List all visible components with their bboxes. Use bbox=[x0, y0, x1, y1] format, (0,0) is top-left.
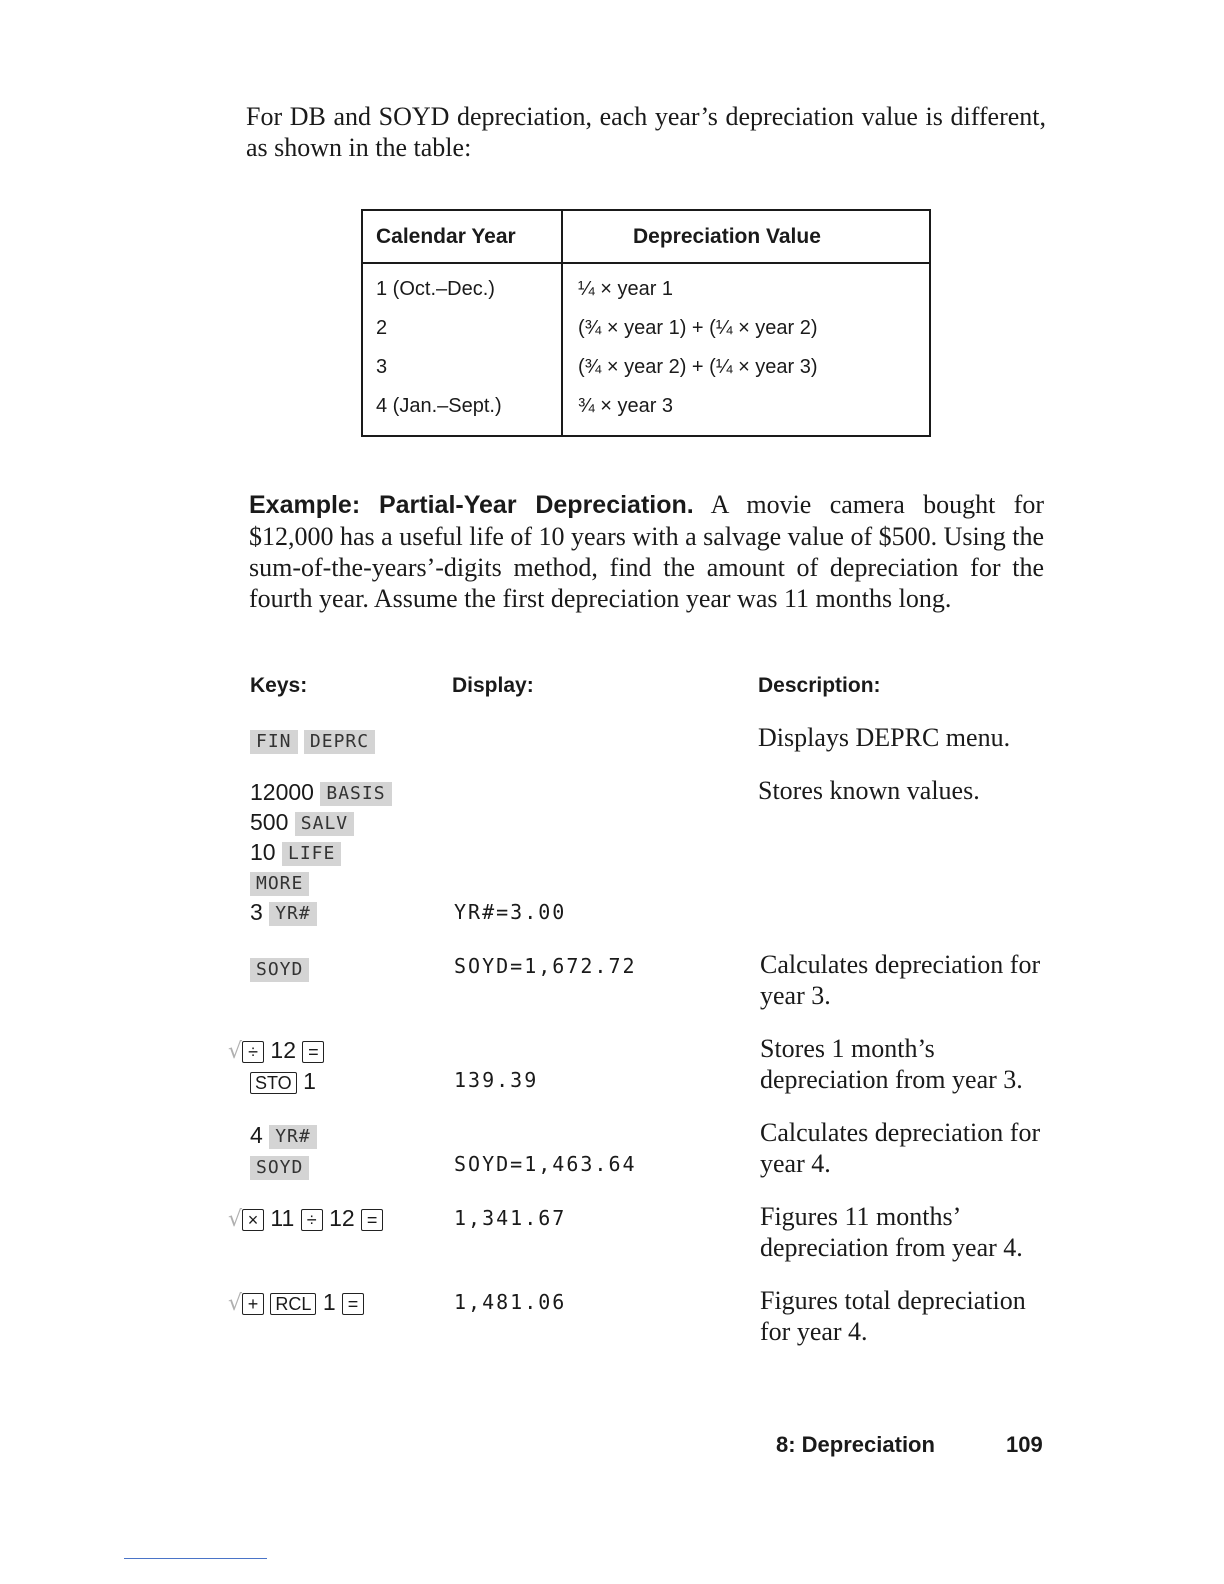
keys-header: Keys: bbox=[250, 674, 308, 697]
step-4-display: 139.39 bbox=[454, 1068, 539, 1092]
example-body: A movie camera bought for $12,000 has a useful life of 10 years with a salvage value of $500. Using the sum-of-the-years’-digits method, find the amount of depreciation for the fourth year. Assume the first depreciation year was 11 months long. bbox=[249, 490, 1044, 613]
step-5-description: Calculates depreciation for year 4. bbox=[760, 1118, 1041, 1178]
number-entry: 12 bbox=[329, 1205, 355, 1231]
table-cell-value: (¾ × year 2) + (¼ × year 3) bbox=[578, 356, 818, 378]
soyd-softkey: SOYD bbox=[250, 958, 309, 982]
step-4-keys-line-2 bbox=[250, 1066, 316, 1096]
plus-key: + bbox=[242, 1293, 264, 1315]
fin-softkey: FIN bbox=[250, 730, 298, 754]
step-7-display: 1,481.06 bbox=[454, 1290, 567, 1314]
table-cell-value: (¾ × year 1) + (¼ × year 2) bbox=[578, 317, 818, 339]
step-6-display: 1,341.67 bbox=[454, 1206, 567, 1230]
divide-key: ÷ bbox=[242, 1041, 264, 1063]
step-2-description: Stores known values. bbox=[758, 776, 980, 805]
footer-chapter-title: 8: Depreciation bbox=[776, 1432, 935, 1457]
check-mark-icon: √ bbox=[228, 1291, 243, 1316]
step-5-keys-line-2 bbox=[250, 1151, 309, 1181]
step-2-keys-line-2 bbox=[250, 807, 354, 837]
step-1-keys bbox=[250, 725, 375, 755]
step-7-description: Figures total depreciation for year 4. bbox=[760, 1286, 1026, 1346]
table-header-divider bbox=[363, 262, 929, 264]
step-2-keys-line-5 bbox=[250, 897, 317, 927]
depreciation-table bbox=[361, 209, 931, 437]
table-cell-year: 4 (Jan.–Sept.) bbox=[376, 395, 502, 417]
table-column-divider bbox=[561, 211, 563, 435]
table-cell-year: 1 (Oct.–Dec.) bbox=[376, 278, 495, 300]
step-6-keys bbox=[228, 1203, 383, 1235]
step-3-description: Calculates depreciation for year 3. bbox=[760, 950, 1041, 1010]
display-header: Display: bbox=[452, 674, 534, 697]
equals-key: = bbox=[361, 1209, 383, 1231]
step-7-keys bbox=[228, 1287, 364, 1319]
divide-key: ÷ bbox=[301, 1209, 323, 1231]
step-5-keys-line-1 bbox=[250, 1120, 317, 1150]
life-softkey: LIFE bbox=[282, 842, 341, 866]
table-cell-year: 2 bbox=[376, 317, 388, 339]
number-entry: 12 bbox=[270, 1037, 297, 1063]
step-3-display: SOYD=1,672.72 bbox=[454, 954, 637, 978]
table-cell-value: ¾ × year 3 bbox=[578, 395, 674, 417]
sto-key: STO bbox=[250, 1072, 297, 1094]
example-paragraph bbox=[249, 489, 1044, 614]
number-entry: 1 bbox=[322, 1289, 336, 1315]
page-number: 109 bbox=[1006, 1432, 1043, 1457]
step-2-keys-line-3 bbox=[250, 837, 341, 867]
bottom-rule bbox=[124, 1558, 267, 1559]
check-mark-icon: √ bbox=[228, 1207, 243, 1232]
step-3-keys bbox=[250, 953, 309, 983]
number-entry: 3 bbox=[250, 899, 263, 925]
step-5-display: SOYD=1,463.64 bbox=[454, 1152, 637, 1176]
step-2-display: YR#=3.00 bbox=[454, 900, 567, 924]
table-header-calendar-year: Calendar Year bbox=[376, 225, 516, 248]
step-1-description: Displays DEPRC menu. bbox=[758, 723, 1011, 752]
yr-softkey: YR# bbox=[269, 902, 317, 926]
description-header: Description: bbox=[758, 674, 881, 697]
number-entry: 500 bbox=[250, 809, 289, 835]
equals-key: = bbox=[302, 1041, 324, 1063]
equals-key: = bbox=[342, 1293, 364, 1315]
yr-softkey: YR# bbox=[269, 1125, 317, 1149]
table-header-depreciation-value: Depreciation Value bbox=[633, 225, 821, 248]
step-4-description: Stores 1 month’s depreciation from year 3. bbox=[760, 1034, 1023, 1094]
number-entry: 11 bbox=[270, 1205, 295, 1231]
example-lead: Example: Partial-Year Depreciation. bbox=[249, 491, 694, 519]
step-2-keys-line-4 bbox=[250, 867, 309, 897]
intro-paragraph: For DB and SOYD depreciation, each year’s depreciation value is different, as shown in the table: bbox=[246, 102, 1046, 162]
rcl-key: RCL bbox=[270, 1293, 316, 1315]
number-entry: 4 bbox=[250, 1122, 263, 1148]
multiply-key: × bbox=[242, 1209, 264, 1231]
step-6-description: Figures 11 months’ depreciation from year 4. bbox=[760, 1202, 1023, 1262]
soyd-softkey: SOYD bbox=[250, 1156, 309, 1180]
number-entry: 10 bbox=[250, 839, 276, 865]
check-mark-icon: √ bbox=[228, 1039, 243, 1064]
deprc-softkey: DEPRC bbox=[304, 730, 375, 754]
table-cell-value: ¼ × year 1 bbox=[578, 278, 674, 300]
more-softkey: MORE bbox=[250, 872, 309, 896]
basis-softkey: BASIS bbox=[320, 782, 391, 806]
step-4-keys-line-1 bbox=[228, 1035, 324, 1067]
step-2-keys-line-1 bbox=[250, 777, 392, 807]
salv-softkey: SALV bbox=[295, 812, 354, 836]
table-cell-year: 3 bbox=[376, 356, 388, 378]
number-entry: 12000 bbox=[250, 779, 314, 805]
number-entry: 1 bbox=[303, 1068, 316, 1094]
